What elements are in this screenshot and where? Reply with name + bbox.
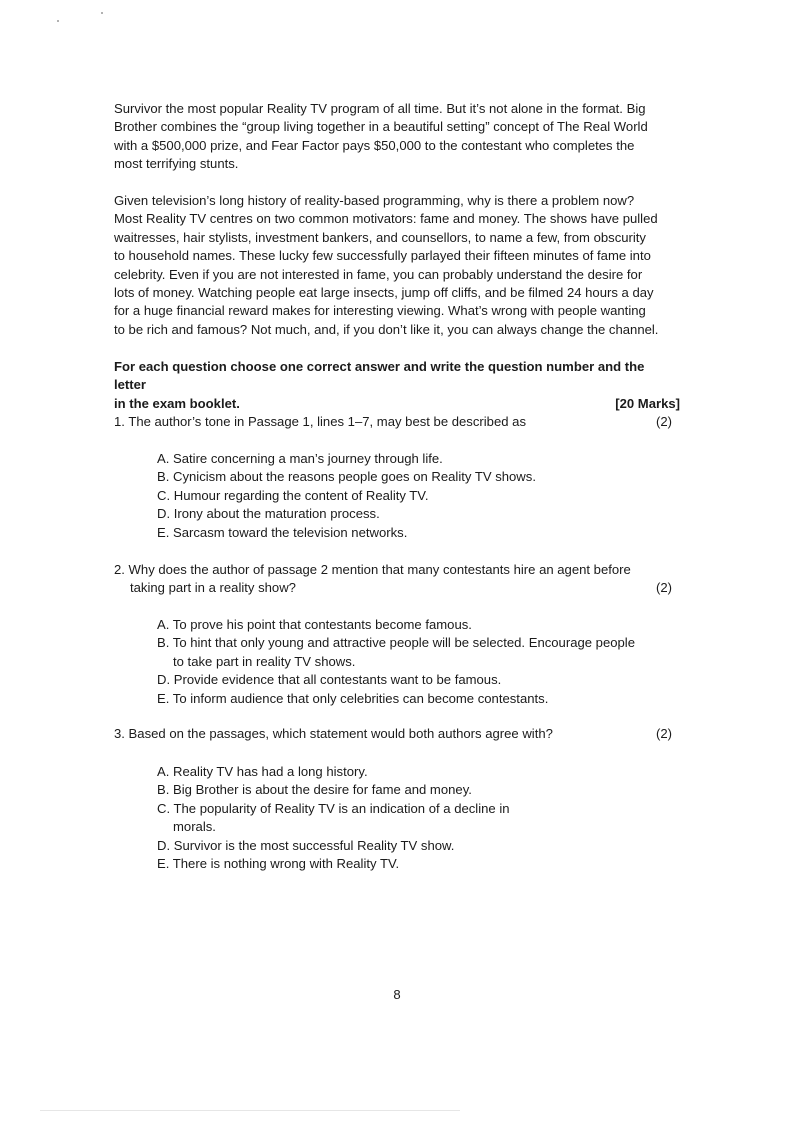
answer-option-a: A. Satire concerning a man’s journey through life.	[157, 451, 443, 466]
instructions-line: For each question choose one correct answer and write the question number and the letter	[114, 359, 645, 393]
answer-option-d: D. Provide evidence that all contestants want to be famous.	[157, 672, 502, 688]
scan-speck	[101, 12, 103, 14]
paragraph-line: for a huge financial reward makes for interesting viewing. What’s wrong with people wanting	[114, 303, 646, 319]
question-mark: (2)	[655, 414, 672, 429]
question-2-options	[157, 616, 682, 708]
paragraph-line: most terrifying stunts.	[114, 156, 239, 172]
instructions	[114, 358, 680, 413]
answer-option-c: C. Humour regarding the content of Reality TV.	[157, 487, 429, 503]
answer-option-c: C. The popularity of Reality TV is an indication of a decline in	[157, 800, 510, 816]
question-1-options	[157, 450, 682, 542]
question-3-options	[157, 763, 682, 873]
page-number: 8	[393, 987, 401, 1002]
answer-option-e: E. Sarcasm toward the television networks.	[157, 524, 408, 540]
paragraph-line: Survivor the most popular Reality TV program of all time. But it’s not alone in the format. Big	[114, 101, 646, 116]
instructions-line-row	[114, 395, 680, 413]
paragraph-line: with a $500,000 prize, and Fear Factor pays $50,000 to the contestant who completes the	[114, 137, 635, 153]
question-text: 2. Why does the author of passage 2 mention that many contestants hire an agent before	[114, 562, 631, 577]
question-text-continuation: taking part in a reality show?	[130, 580, 296, 596]
answer-option-e: E. There is nothing wrong with Reality TV.	[157, 856, 400, 872]
instructions-line: in the exam booklet.	[114, 395, 240, 411]
question-3	[114, 725, 680, 743]
answer-option-e: E. To inform audience that only celebrities can become contestants.	[157, 690, 549, 706]
question-mark: (2)	[655, 580, 672, 596]
answer-option-b-continuation: to take part in reality TV shows.	[173, 653, 356, 669]
passage-paragraph-1	[114, 100, 680, 174]
question-text: 1. The author’s tone in Passage 1, lines 1–7, may best be described as	[114, 414, 526, 429]
answer-option-b: B. To hint that only young and attractive people will be selected. Encourage people	[157, 635, 635, 651]
paragraph-line: to be rich and famous? Not much, and, if you don’t like it, you can always change the channel.	[114, 321, 659, 337]
paragraph-line: Given television’s long history of reality-based programming, why is there a problem now?	[114, 193, 635, 208]
question-2	[114, 561, 680, 598]
answer-option-b: B. Cynicism about the reasons people goes on Reality TV shows.	[157, 469, 536, 485]
paragraph-line: to household names. These lucky few successfully parlayed their fifteen minutes of fame into	[114, 248, 651, 264]
paragraph-line: celebrity. Even if you are not interested in fame, you can probably understand the desire for	[114, 266, 643, 282]
paragraph-line: Brother combines the “group living together in a beautiful setting” concept of The Real World	[114, 119, 648, 135]
paragraph-line: waitresses, hair stylists, investment bankers, and counsellors, to name a few, from obscurity	[114, 229, 646, 245]
total-marks: [20 Marks]	[615, 395, 680, 411]
question-text: 3. Based on the passages, which statement would both authors agree with?	[114, 726, 553, 741]
answer-option-d: D. Irony about the maturation process.	[157, 506, 380, 522]
paragraph-line: Most Reality TV centres on two common motivators: fame and money. The shows have pulled	[114, 211, 658, 227]
answer-option-a: A. To prove his point that contestants become famous.	[157, 617, 472, 632]
paragraph-line: lots of money. Watching people eat large insects, jump off cliffs, and be filmed 24 hours a day	[114, 285, 654, 301]
answer-option-b: B. Big Brother is about the desire for fame and money.	[157, 782, 472, 798]
question-1	[114, 413, 680, 431]
answer-option-c-continuation: morals.	[173, 819, 216, 835]
passage-paragraph-2	[114, 192, 680, 339]
question-mark: (2)	[655, 726, 672, 741]
answer-option-d: D. Survivor is the most successful Reality TV show.	[157, 837, 455, 853]
scan-edge-line	[40, 1110, 460, 1111]
scan-speck	[57, 20, 59, 22]
answer-option-a: A. Reality TV has had a long history.	[157, 764, 368, 779]
